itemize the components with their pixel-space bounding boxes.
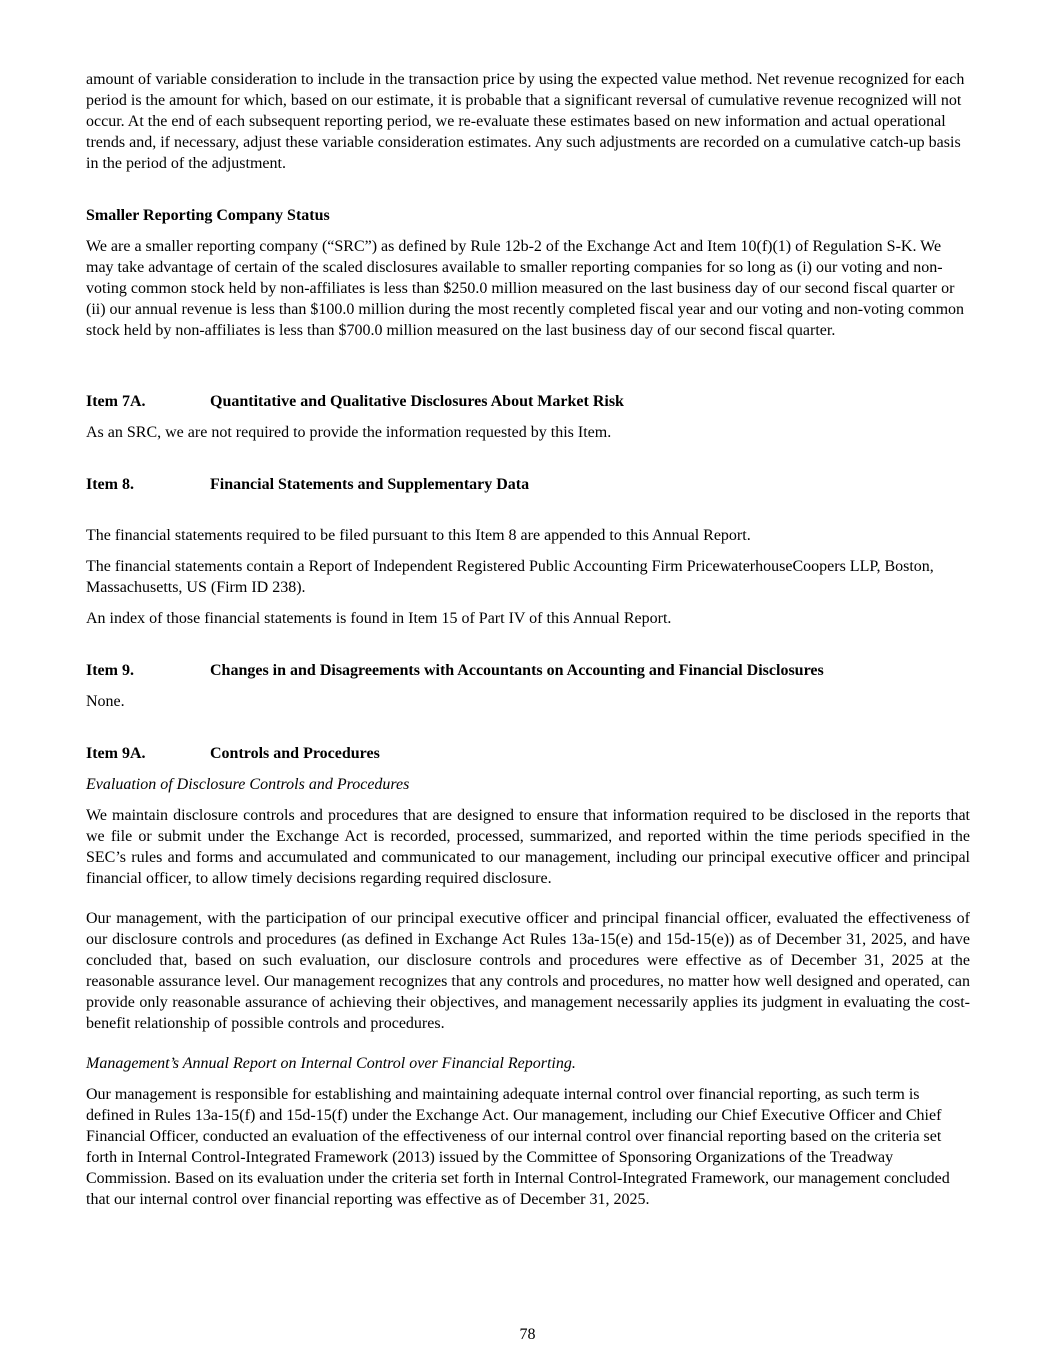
item-8-paragraph-2: The financial statements contain a Report of Independent Registered Public Accounting Firm PricewaterhouseCoopers LLP, Boston, Massachusetts, US (Firm ID 238). [86, 558, 934, 596]
src-paragraph: We are a smaller reporting company (“SRC”) as defined by Rule 12b-2 of the Exchange Act and Item 10(f)(1) of Regulation S-K. We may take advantage of certain of the scaled disclosures available to smaller reporting companies for so long as (i) our voting and non-voting common stock held by non-affiliates is less than $250.0 million measured on the last business day of our second fiscal quarter or (ii) our annual revenue is less than $100.0 million during the most recently completed fiscal year and our voting and non-voting common stock held by non-affiliates is less than $700.0 million measured on the last business day of our second fiscal quarter. [86, 238, 965, 339]
evaluation-subheading: Evaluation of Disclosure Controls and Procedures [86, 776, 410, 793]
intro-paragraph: amount of variable consideration to include in the transaction price by using the expected value method. Net revenue recognized for each period is the amount for which, based on our estimate, it is probable that a significant reversal of cumulative revenue recognized will not occur. At the end of each subsequent reporting period, we re-evaluate these estimates based on new information and actual operational trends and, if necessary, adjust these variable consideration estimates. Any such adjustments are recorded on a cumulative catch-up basis in the period of the adjustment. [86, 71, 965, 172]
item-7a-number: Item 7A. [86, 393, 146, 410]
page-number: 78 [519, 1326, 536, 1343]
item-7a-heading [86, 391, 970, 412]
item-9a-title: Controls and Procedures [210, 745, 380, 762]
item-9-title: Changes in and Disagreements with Accountants on Accounting and Financial Disclosures [210, 662, 824, 679]
item-7a-paragraph: As an SRC, we are not required to provide the information requested by this Item. [86, 424, 612, 441]
item-8-heading [86, 474, 970, 495]
disclosure-controls-paragraph: We maintain disclosure controls and procedures that are designed to ensure that information required to be disclosed in the reports that we file or submit under the Exchange Act is recorded, processed, summarized, and reported within the time periods specified in the SEC’s rules and forms and accumulated and communicated to our management, including our principal executive officer and principal financial officer, to allow timely decisions regarding required disclosure. [86, 807, 970, 887]
src-heading: Smaller Reporting Company Status [86, 207, 330, 224]
item-7a-title: Quantitative and Qualitative Disclosures About Market Risk [210, 393, 624, 410]
item-8-paragraph-1: The financial statements required to be filed pursuant to this Item 8 are appended to this Annual Report. [86, 527, 751, 544]
item-9a-heading [86, 743, 970, 764]
item-9a-number: Item 9A. [86, 745, 146, 762]
item-9-heading [86, 660, 970, 681]
item-8-title: Financial Statements and Supplementary Data [210, 476, 530, 493]
management-report-subheading: Management’s Annual Report on Internal Control over Financial Reporting. [86, 1055, 576, 1072]
item-9-number: Item 9. [86, 662, 134, 679]
item-9-paragraph: None. [86, 693, 125, 710]
internal-control-paragraph: Our management is responsible for establishing and maintaining adequate internal control over financial reporting, as such term is defined in Rules 13a-15(f) and 15d-15(f) under the Exchange Act. Our management, including our Chief Executive Officer and Chief Financial Officer, conducted an evaluation of the effectiveness of our internal control over financial reporting based on the criteria set forth in Internal Control-Integrated Framework (2013) issued by the Committee of Sponsoring Organizations of the Treadway Commission. Based on its evaluation under the criteria set forth in Internal Control-Integrated Framework, our management concluded that our internal control over financial reporting was effective as of December 31, 2025. [86, 1086, 950, 1208]
effectiveness-paragraph: Our management, with the participation of our principal executive officer and principal financial officer, evaluated the effectiveness of our disclosure controls and procedures (as defined in Exchange Act Rules 13a-15(e) and 15d-15(e)) as of December 31, 2025, and have concluded that, based on such evaluation, our disclosure controls and procedures were effective as of December 31, 2025 at the reasonable assurance level. Our management recognizes that any controls and procedures, no matter how well designed and operated, can provide only reasonable assurance of achieving their objectives, and management necessarily applies its judgment in evaluating the cost-benefit relationship of possible controls and procedures. [86, 910, 970, 1032]
item-8-paragraph-3: An index of those financial statements is found in Item 15 of Part IV of this Annual Report. [86, 610, 672, 627]
item-8-number: Item 8. [86, 476, 134, 493]
